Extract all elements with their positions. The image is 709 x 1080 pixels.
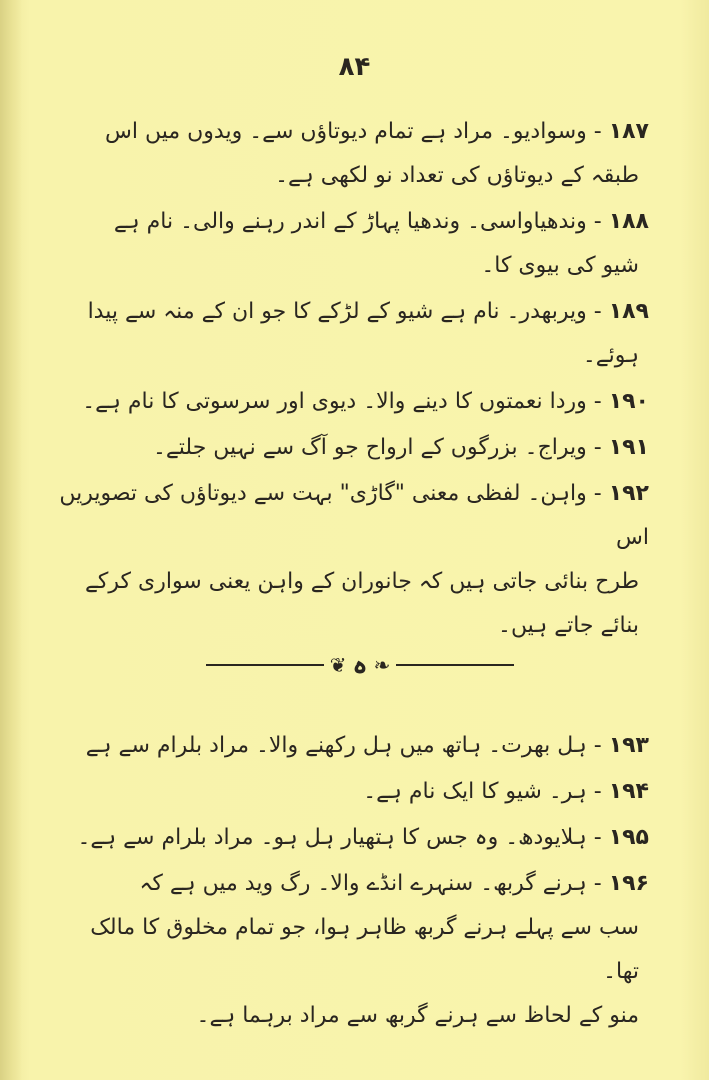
entry-line: سب سے پہلے ہرنے گربھ ظاہر ہوا، جو تمام مخلوق کا مالک تھا۔ [90, 915, 639, 984]
entry-195: ۱۹۵ - ہلایودھ۔ وہ جس کا ہتھیار ہل ہو۔ مراد بلرام سے ہے۔ [77, 825, 649, 850]
entry-line: ویراج۔ بزرگوں کے ارواح جو آگ سے نہیں جلتے۔ [153, 435, 587, 460]
entry-194: ۱۹۴ - ہر۔ شیو کا ایک نام ہے۔ [363, 779, 649, 804]
entry-line: بنائے جاتے ہیں۔ [498, 613, 639, 638]
divider-rule [206, 664, 324, 666]
entries-bottom [58, 724, 649, 1040]
entry-line: ہرنے گربھ۔ سنہرے انڈے والا۔ رگ وید میں ہے کہ [139, 871, 587, 896]
entry-line: ہل بھرت۔ ہاتھ میں ہل رکھنے والا۔ مراد بلرام سے ہے [85, 733, 587, 758]
entry-number: ۱۹۲ [608, 481, 649, 506]
entry-190: ۱۹۰ - وردا نعمتوں کا دینے والا۔ دیوی اور سرسوتی کا نام ہے۔ [82, 389, 649, 414]
entry-number: ۱۸۷ [608, 119, 649, 144]
entry-number: ۱۹۴ [608, 779, 649, 804]
entry-line: ہلایودھ۔ وہ جس کا ہتھیار ہل ہو۔ مراد بلرام سے ہے۔ [77, 825, 587, 850]
page-number: ۸۴ [338, 52, 371, 82]
entry-number: ۱۹۵ [608, 825, 649, 850]
entry-line: طرح بنائی جاتی ہیں کہ جانوران کے واہن یعنی سواری کرکے [85, 569, 639, 594]
entry-191: ۱۹۱ - ویراج۔ بزرگوں کے ارواح جو آگ سے نہیں جلتے۔ [153, 435, 649, 460]
entry-line: ہر۔ شیو کا ایک نام ہے۔ [363, 779, 587, 804]
entry-line: وندھیاواسی۔ وندھیا پہاڑ کے اندر رہنے والی۔ نام ہے [113, 209, 587, 234]
entry-number: ۱۸۹ [608, 299, 649, 324]
section-heading: ہ [352, 650, 368, 680]
entries-top [58, 110, 649, 650]
entry-number: ۱۹۱ [608, 435, 649, 460]
entry-number: ۱۸۸ [608, 209, 649, 234]
flourish-icon: ❦ [329, 653, 347, 677]
entry-189: ۱۸۹ - ویربھدر۔ نام ہے شیو کے لڑکے کا جو ان کے منہ سے پیدا ہوئے۔ [58, 290, 649, 378]
entry-line: وردا نعمتوں کا دینے والا۔ دیوی اور سرسوتی کا نام ہے۔ [82, 389, 587, 414]
entry-number: ۱۹۰ [608, 389, 649, 414]
entry-line: منو کے لحاظ سے ہرنے گربھ سے مراد برہما ہے۔ [196, 1003, 639, 1028]
entry-line: شیو کی بیوی کا۔ [481, 253, 639, 278]
entry-line: طبقہ کے دیوتاؤں کی تعداد نو لکھی ہے۔ [275, 163, 639, 188]
entry-187: ۱۸۷ - وسوادیو۔ مراد ہے تمام دیوتاؤں سے۔ ویدوں میں اس طبقہ کے دیوتاؤں کی تعداد نو لکھی ہے۔ [58, 110, 649, 198]
entry-line: وسوادیو۔ مراد ہے تمام دیوتاؤں سے۔ ویدوں میں اس [105, 119, 587, 144]
entry-line: ویربھدر۔ نام ہے شیو کے لڑکے کا جو ان کے منہ سے پیدا [87, 299, 587, 324]
entry-193: ۱۹۳ - ہل بھرت۔ ہاتھ میں ہل رکھنے والا۔ مراد بلرام سے ہے [85, 733, 649, 758]
entry-number: ۱۹۳ [608, 733, 649, 758]
entry-188: ۱۸۸ - وندھیاواسی۔ وندھیا پہاڑ کے اندر رہنے والی۔ نام ہے شیو کی بیوی کا۔ [58, 200, 649, 288]
entry-number: ۱۹۶ [608, 871, 649, 896]
entry-line: ہوئے۔ [582, 343, 639, 368]
flourish-icon: ❧ [373, 653, 391, 677]
entry-line: واہن۔ لفظی معنی "گاڑی" بہت سے دیوتاؤں کی تصویریں اس [59, 481, 649, 550]
page-spine-shadow [0, 0, 22, 1080]
entry-196: ۱۹۶ - ہرنے گربھ۔ سنہرے انڈے والا۔ رگ وید میں ہے کہ سب سے پہلے ہرنے گربھ ظاہر ہوا، جو تمام مخلوق کا مالک تھا۔ منو کے لحاظ سے ہرنے گربھ سے مراد برہما ہے۔ [58, 862, 649, 1038]
section-divider [200, 648, 520, 682]
divider-rule [396, 664, 514, 666]
entry-192: ۱۹۲ - واہن۔ لفظی معنی "گاڑی" بہت سے دیوتاؤں کی تصویریں اس طرح بنائی جاتی ہیں کہ جانوران کے واہن یعنی سواری کرکے بنائے جاتے ہیں۔ [58, 472, 649, 648]
